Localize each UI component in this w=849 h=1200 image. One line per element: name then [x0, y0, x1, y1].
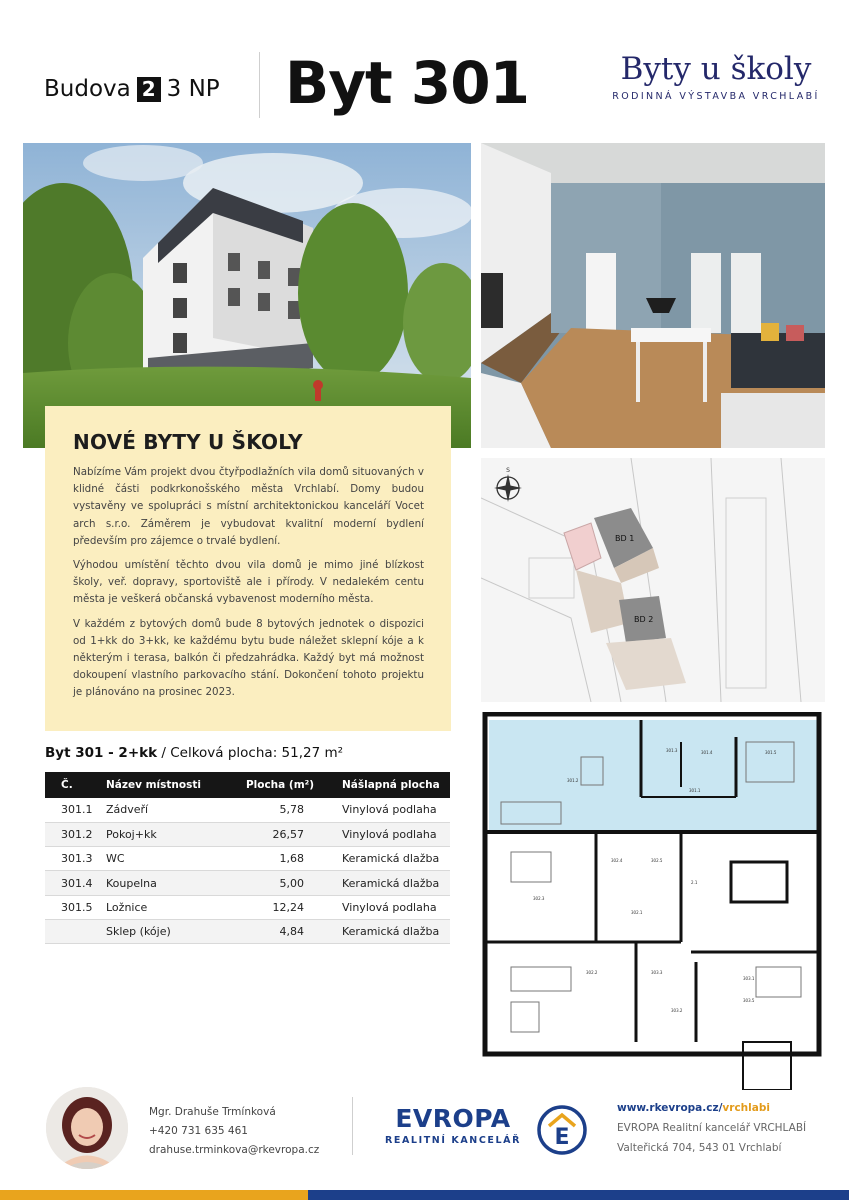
table-row	[45, 895, 450, 919]
room-label-303-3: 303.3	[651, 970, 663, 975]
project-intro-box	[45, 406, 451, 731]
flat-summary	[45, 745, 343, 761]
column-header-number: Č.	[45, 772, 106, 798]
cell-room-flooring: Keramická dlažba	[334, 919, 450, 943]
room-label-302-1: 302.1	[631, 910, 643, 915]
compass-north-label: S	[506, 467, 510, 474]
footer-divider	[352, 1097, 353, 1155]
intro-title: NOVÉ BYTY U ŠKOLY	[73, 430, 303, 454]
building-1-label: BD 1	[615, 534, 635, 543]
agency-contact-info	[617, 1098, 806, 1158]
page-header	[0, 0, 849, 135]
cell-room-area: 1,68	[226, 847, 334, 871]
agency-website-highlight: vrchlabi	[722, 1102, 770, 1114]
cell-room-area: 12,24	[226, 895, 334, 919]
flat-summary-area: / Celková plocha: 51,27 m²	[157, 745, 344, 761]
flat-title: Byt 301	[285, 49, 530, 117]
room-label-302-5: 302.5	[651, 858, 663, 863]
table-row	[45, 871, 450, 895]
project-logo-name: Byty u školy	[620, 51, 812, 87]
agency-address: Valteřická 704, 543 01 Vrchlabí	[617, 1142, 782, 1154]
cell-room-flooring: Keramická dlažba	[334, 847, 450, 871]
building-number-badge: 2	[137, 77, 161, 102]
room-label-303-5: 303.5	[743, 998, 755, 1003]
column-header-room-name: Název místnosti	[106, 772, 226, 798]
agent-email[interactable]: drahuse.trminkova@rkevropa.cz	[149, 1144, 320, 1156]
cell-room-name: Pokoj+kk	[106, 822, 226, 846]
cell-room-flooring: Vinylová podlaha	[334, 822, 450, 846]
cell-room-number	[45, 919, 106, 943]
cell-room-area: 4,84	[226, 919, 334, 943]
floor-label: 3 NP	[166, 76, 220, 102]
room-label-303-2: 303.2	[671, 1008, 683, 1013]
agency-website-main: www.rkevropa.cz/	[617, 1102, 723, 1114]
building-label: Budova	[44, 76, 131, 102]
project-logo	[606, 50, 826, 102]
room-label-301-1: 301.1	[689, 788, 701, 793]
agency-logo	[383, 1104, 593, 1154]
cell-room-number: 301.2	[45, 822, 106, 846]
agent-name: Mgr. Drahuše Trmínková	[149, 1106, 276, 1118]
cell-room-name: Ložnice	[106, 895, 226, 919]
room-label-303-1: 303.1	[743, 976, 755, 981]
project-logo-subtitle: RODINNÁ VÝSTAVBA VRCHLABÍ	[612, 91, 820, 102]
cell-room-name: Sklep (kóje)	[106, 919, 226, 943]
footer-bar-orange	[0, 1190, 308, 1200]
cell-room-area: 26,57	[226, 822, 334, 846]
cell-room-flooring: Keramická dlažba	[334, 871, 450, 895]
intro-paragraph-3: V každém z bytových domů bude 8 bytových jednotek o dispozici od 1+kk do 3+kk, ke každému bytu bude náležet sklepní kóje a k některým i terasa, balkón či předzahrádka. Každý byt má možnost dokoupení vlastního parkovacího stání. Dokončení tohoto projektu je plánováno na prosinec 2023.	[73, 617, 424, 699]
intro-paragraph-2: Výhodou umístění těchto dvou vila domů je mimo jiné blízkost školy, veř. dopravy, sportoviště ale i přírody. V nedalekém centu města je veškerá občanská vybavenost moderního města.	[73, 559, 424, 606]
room-label-2-1: 2.1	[691, 880, 698, 885]
cell-room-name: Koupelna	[106, 871, 226, 895]
cell-room-flooring: Vinylová podlaha	[334, 895, 450, 919]
agency-logo-word: EVROPA	[395, 1104, 511, 1133]
agency-name-line: EVROPA Realitní kancelář VRCHLABÍ	[617, 1122, 807, 1134]
header-divider	[259, 52, 260, 118]
room-label-302-4: 302.4	[611, 858, 623, 863]
cell-room-number: 301.3	[45, 847, 106, 871]
cell-room-area: 5,78	[226, 798, 334, 822]
agency-logo-subtitle: REALITNÍ KANCELÁŘ	[384, 1135, 522, 1146]
building-2-label: BD 2	[634, 615, 654, 624]
rooms-table	[45, 772, 450, 944]
cell-room-name: WC	[106, 847, 226, 871]
column-header-flooring: Nášlapná plocha	[334, 772, 450, 798]
table-row	[45, 919, 450, 943]
table-row	[45, 847, 450, 871]
flat-summary-type: Byt 301 - 2+kk	[45, 745, 158, 761]
room-label-302-3: 302.3	[533, 896, 545, 901]
cell-room-number: 301.5	[45, 895, 106, 919]
table-header-row	[45, 772, 450, 798]
agency-emblem-letter: E	[554, 1125, 570, 1150]
cell-room-number: 301.4	[45, 871, 106, 895]
footer-bar-blue	[308, 1190, 849, 1200]
room-label-301-3: 301.3	[666, 748, 678, 753]
agent-contact-info	[149, 1103, 319, 1160]
column-header-area: Plocha (m²)	[226, 772, 334, 798]
room-label-301-4: 301.4	[701, 750, 713, 755]
agency-website-link[interactable]	[617, 1098, 806, 1118]
room-label-302-2: 302.2	[586, 970, 598, 975]
site-plan-map	[481, 458, 825, 702]
floor-plan-drawing	[481, 712, 825, 1090]
cell-room-name: Zádveří	[106, 798, 226, 822]
interior-render-photo	[481, 143, 825, 448]
room-label-301-2: 301.2	[567, 778, 579, 783]
agency-emblem-icon	[536, 1104, 588, 1156]
building-floor-label	[44, 76, 220, 102]
cell-room-area: 5,00	[226, 871, 334, 895]
table-row	[45, 822, 450, 846]
agent-phone[interactable]: +420 731 635 461	[149, 1125, 248, 1137]
room-label-301-5: 301.5	[765, 750, 777, 755]
table-row	[45, 798, 450, 822]
cell-room-flooring: Vinylová podlaha	[334, 798, 450, 822]
exterior-render-photo	[23, 143, 471, 448]
agent-avatar	[46, 1087, 128, 1169]
intro-paragraph-1: Nabízíme Vám projekt dvou čtyřpodlažních vila domů situovaných v klidné části podkrkonošského města Vrchlabí. Domy budou vystavěny ve spolupráci s místní architektonickou kanceláří Vocet arch s.r.o. Záměrem je vybudovat kvalitní moderní bydlení především pro zájemce o trvalé bydlení.	[73, 466, 424, 547]
cell-room-number: 301.1	[45, 798, 106, 822]
